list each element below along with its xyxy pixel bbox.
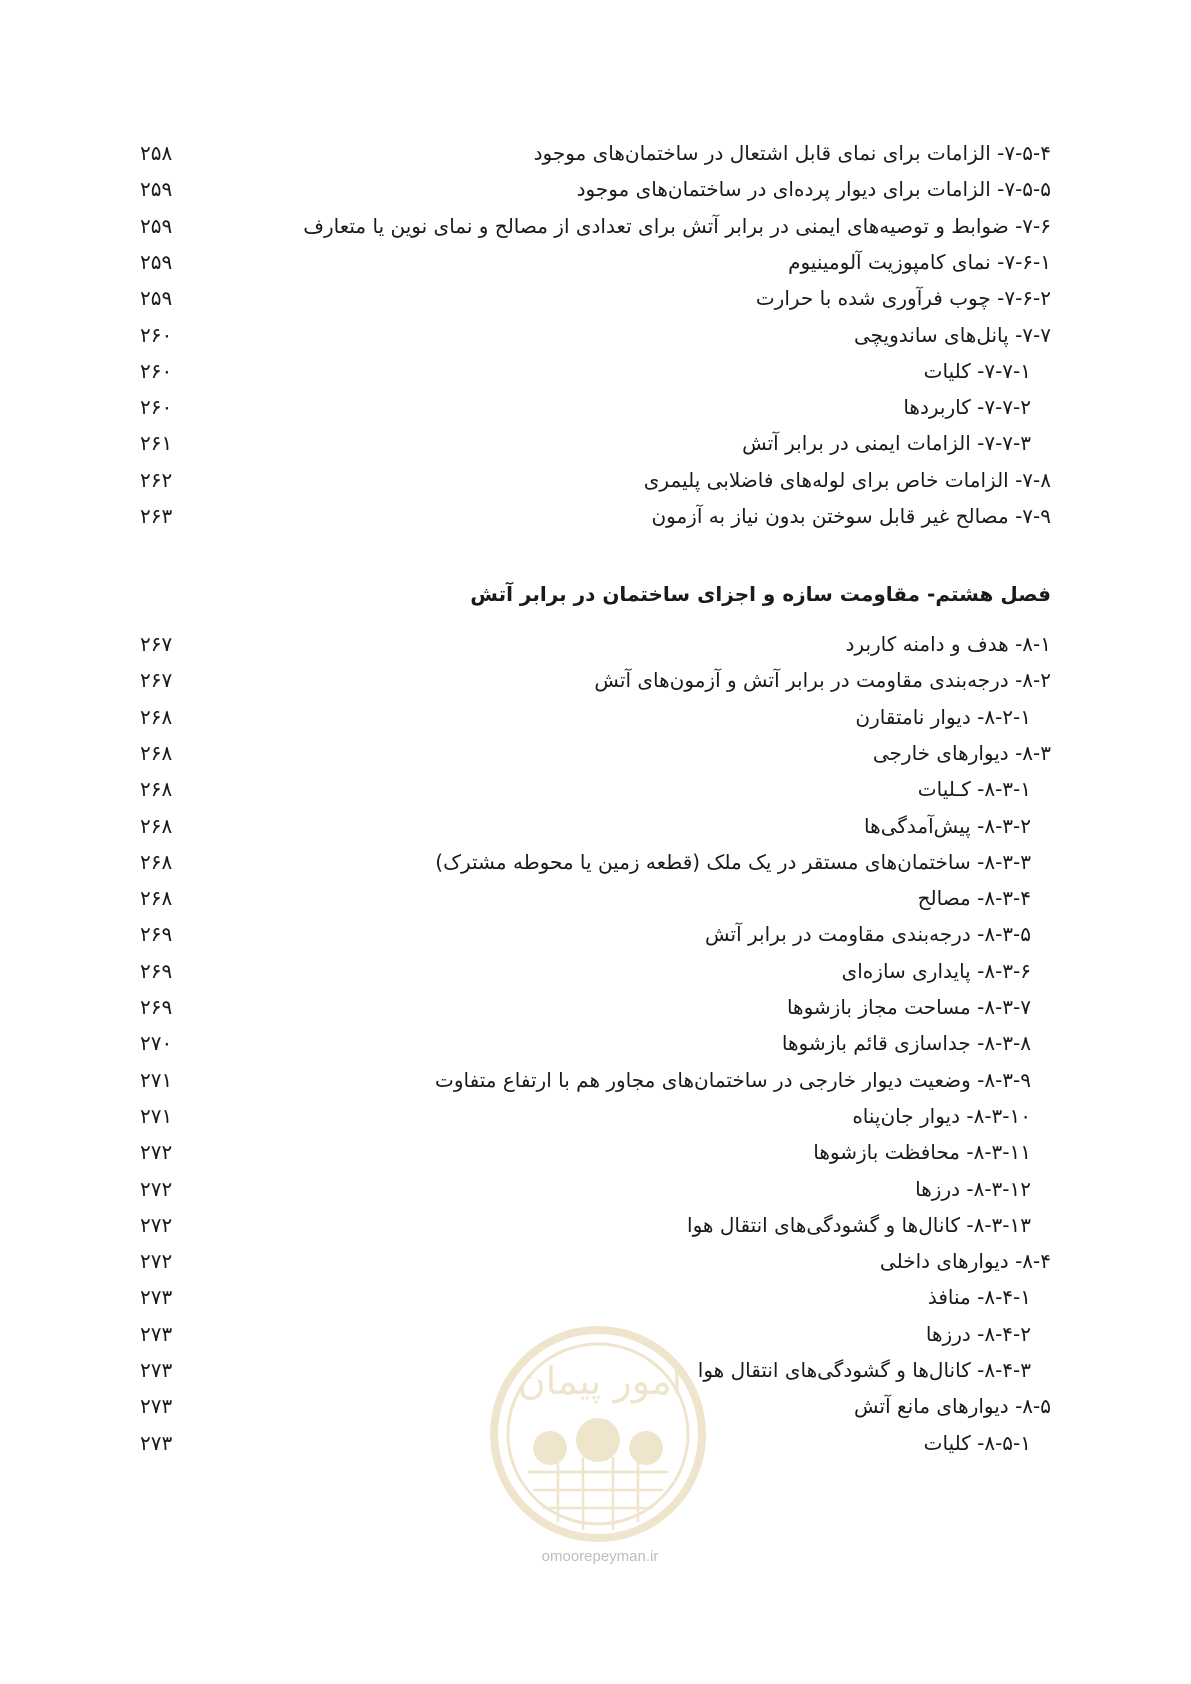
toc-entry-title: ۸-۳-۶- پایداری سازه‌ای: [841, 958, 1031, 983]
toc-entry-title: ۸-۳-۱۰- دیوار جان‌پناه: [852, 1103, 1031, 1128]
toc-entry[interactable]: [140, 807, 1051, 845]
toc-entry-page-number: ۲۶۰: [140, 358, 173, 383]
toc-entry[interactable]: [140, 1061, 1051, 1099]
toc-entry-title: ۸-۱- هدف و دامنه کاربرد: [845, 632, 1051, 656]
toc-entry-title: ۷-۶-۱- نمای کامپوزیت آلومینیوم: [788, 249, 1051, 274]
toc-entry-page-number: ۲۷۲: [140, 1140, 173, 1165]
toc-entry-title: ۸-۳-۱۱- محافظت بازشوها: [813, 1140, 1031, 1165]
toc-entry-page-number: ۲۷۳: [140, 1430, 173, 1455]
toc-entry-page-number: ۲۶۱: [140, 431, 173, 456]
toc-entry[interactable]: [140, 1206, 1051, 1244]
toc-entry-page-number: ۲۷۱: [140, 1103, 173, 1128]
toc-entry[interactable]: [140, 1133, 1051, 1171]
toc-entry-page-number: ۲۶۷: [140, 632, 173, 656]
toc-entry[interactable]: [140, 134, 1051, 172]
toc-entry-title: ۷-۸- الزامات خاص برای لوله‌های فاضلابی پلیمری: [643, 467, 1051, 492]
toc-entry-page-number: ۲۷۲: [140, 1212, 173, 1237]
toc-entry-page-number: ۲۶۸: [140, 849, 173, 874]
toc-entry-title: ۸-۳-۱- کـلیات: [917, 777, 1031, 802]
toc-entry-page-number: ۲۶۲: [140, 467, 173, 492]
toc-entry[interactable]: [140, 170, 1051, 208]
chapter-heading: فصل هشتم- مقاومت سازه و اجزای ساختمان در برابر آتش: [470, 582, 1051, 606]
toc-entry-page-number: ۲۶۰: [140, 395, 173, 420]
toc-entry-title: ۸-۴-۳- کانال‌ها و گشودگی‌های انتقال هوا: [697, 1358, 1031, 1382]
toc-entry-page-number: ۲۷۳: [140, 1394, 173, 1419]
toc-entry-title: ۷-۵-۴- الزامات برای نمای قابل اشتعال در ساختمان‌های موجود: [533, 141, 1051, 165]
toc-entry-title: ۸-۳-۹- وضعیت دیوار خارجی در ساختمان‌های مجاور هم با ارتفاع متفاوت: [435, 1067, 1031, 1092]
toc-entry[interactable]: [140, 915, 1051, 953]
toc-entry-title: ۷-۷- پانل‌های ساندویچی: [853, 322, 1051, 347]
toc-entry-page-number: ۲۶۹: [140, 922, 173, 947]
toc-entry-title: ۷-۷-۲- کاربردها: [903, 395, 1031, 420]
toc-entry-page-number: ۲۷۱: [140, 1067, 173, 1092]
toc-entry-title: ۸-۳-۱۲- درزها: [915, 1176, 1031, 1201]
toc-entry[interactable]: [140, 952, 1051, 990]
toc-entry[interactable]: [140, 461, 1051, 499]
toc-entry-page-number: ۲۶۹: [140, 995, 173, 1019]
toc-entry-title: ۸-۴-۲- درزها: [925, 1321, 1031, 1346]
toc-entry-title: ۸-۴- دیوارهای داخلی: [879, 1249, 1051, 1274]
toc-entry[interactable]: [140, 698, 1051, 736]
toc-entry-page-number: ۲۶۸: [140, 777, 173, 802]
toc-entry-page-number: ۲۷۳: [140, 1285, 173, 1310]
toc-entry-title: ۸-۵- دیوارهای مانع آتش: [854, 1394, 1051, 1419]
toc-entry-page-number: ۲۶۸: [140, 704, 173, 729]
toc-entry[interactable]: [140, 661, 1051, 699]
toc-entry[interactable]: [140, 988, 1051, 1026]
toc-entry[interactable]: [140, 770, 1051, 808]
toc-entry-title: ۷-۶- ضوابط و توصیه‌های ایمنی در برابر آتش برای تعدادی از مصالح و نمای نوین یا متعارف: [303, 213, 1051, 238]
svg-text:امور پیمان: امور پیمان: [517, 1359, 683, 1403]
toc-entry-title: ۷-۷-۳- الزامات ایمنی در برابر آتش: [742, 431, 1031, 456]
toc-entry-page-number: ۲۶۷: [140, 668, 173, 693]
toc-entry-title: ۸-۳-۵- درجه‌بندی مقاومت در برابر آتش: [705, 922, 1031, 947]
watermark-url: omoorepeyman.ir: [541, 1548, 659, 1565]
toc-entry-page-number: ۲۵۹: [140, 177, 173, 202]
toc-entry[interactable]: [140, 279, 1051, 317]
toc-entry[interactable]: [140, 388, 1051, 426]
toc-entry-title: ۸-۳-۳- ساختمان‌های مستقر در یک ملک (قطعه زمین یا محوطه مشترک): [435, 849, 1031, 874]
toc-entry-page-number: ۲۷۳: [140, 1321, 173, 1346]
toc-entry[interactable]: [140, 207, 1051, 245]
toc-entry-page-number: ۲۵۹: [140, 286, 173, 311]
toc-entry[interactable]: [140, 1024, 1051, 1062]
toc-entry-title: ۸-۲- درجه‌بندی مقاومت در برابر آتش و آزمون‌های آتش: [594, 668, 1051, 693]
watermark-logo-icon: [488, 1322, 708, 1547]
toc-entry[interactable]: [140, 879, 1051, 917]
toc-entry-title: ۸-۳-۸- جداسازی قائم بازشوها: [781, 1031, 1031, 1056]
toc-entry-title: ۷-۵-۵- الزامات برای دیوار پرده‌ای در ساختمان‌های موجود: [576, 177, 1051, 202]
toc-entry-title: ۸-۳- دیوارهای خارجی: [872, 740, 1051, 765]
toc-entry-title: ۸-۲-۱- دیوار نامتقارن: [855, 704, 1031, 729]
toc-entry-title: ۸-۴-۱- منافذ: [927, 1285, 1031, 1310]
toc-entry-page-number: ۲۶۸: [140, 740, 173, 765]
toc-entry-page-number: ۲۶۸: [140, 886, 173, 911]
toc-entry[interactable]: [140, 625, 1051, 663]
toc-entry-page-number: ۲۷۲: [140, 1176, 173, 1201]
toc-entry[interactable]: [140, 1242, 1051, 1280]
toc-entry[interactable]: [140, 497, 1051, 535]
toc-entry-page-number: ۲۷۳: [140, 1358, 173, 1382]
toc-entry[interactable]: [140, 734, 1051, 772]
toc-entry-title: ۷-۷-۱- کلیات: [923, 358, 1031, 383]
toc-entry[interactable]: [140, 243, 1051, 281]
toc-entry-page-number: ۲۶۸: [140, 813, 173, 838]
toc-entry-page-number: ۲۵۹: [140, 249, 173, 274]
toc-entry[interactable]: [140, 424, 1051, 462]
toc-entry-page-number: ۲۶۹: [140, 958, 173, 983]
toc-entry[interactable]: [140, 1097, 1051, 1135]
toc-entry-title: ۸-۳-۴- مصالح: [917, 886, 1031, 911]
toc-entry-title: ۷-۶-۲- چوب فرآوری شده با حرارت: [755, 286, 1051, 311]
toc-entry-page-number: ۲۷۰: [140, 1031, 173, 1056]
toc-entry[interactable]: [140, 352, 1051, 390]
toc-entry-page-number: ۲۶۰: [140, 322, 173, 347]
toc-entry-title: ۸-۳-۲- پیش‌آمدگی‌ها: [864, 813, 1031, 838]
toc-entry[interactable]: [140, 1170, 1051, 1208]
toc-entry-title: ۸-۳-۷- مساحت مجاز بازشوها: [786, 995, 1031, 1019]
toc-entry-page-number: ۲۵۹: [140, 213, 173, 238]
toc-entry-page-number: ۲۵۸: [140, 141, 173, 165]
toc-entry[interactable]: [140, 1278, 1051, 1316]
toc-entry-title: ۸-۵-۱- کلیات: [923, 1430, 1031, 1455]
toc-entry-title: ۷-۹- مصالح غیر قابل سوختن بدون نیاز به آزمون: [651, 504, 1051, 528]
toc-entry[interactable]: [140, 316, 1051, 354]
toc-entry-page-number: ۲۷۲: [140, 1249, 173, 1274]
toc-entry[interactable]: [140, 843, 1051, 881]
toc-entry-title: ۸-۳-۱۳- کانال‌ها و گشودگی‌های انتقال هوا: [687, 1212, 1031, 1237]
toc-entry-page-number: ۲۶۳: [140, 504, 173, 528]
